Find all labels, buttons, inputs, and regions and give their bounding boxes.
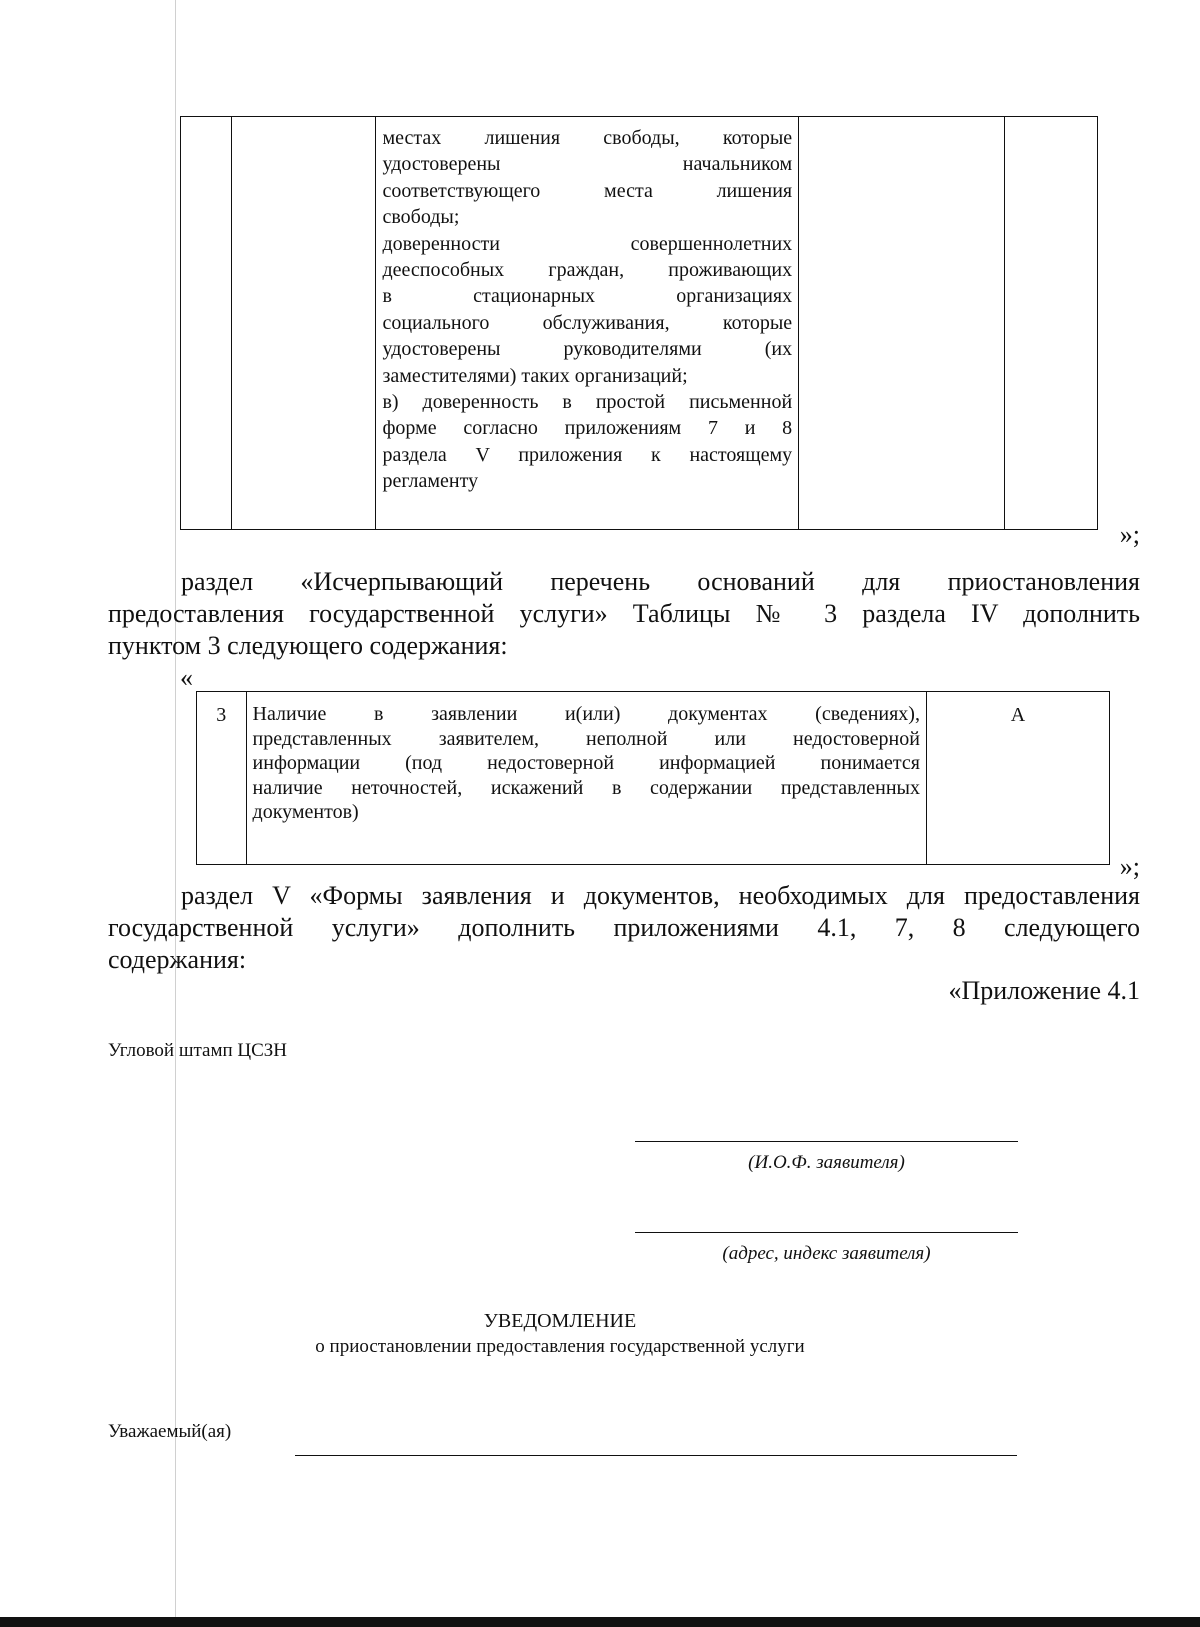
- table2-line: представленных заявителем, неполной или недостоверной: [252, 727, 920, 750]
- corner-stamp-label: Угловой штамп ЦСЗН: [108, 1040, 288, 1061]
- table2-line: документов): [252, 801, 359, 824]
- table1-line: удостоверены руководителями (их: [382, 338, 793, 361]
- notice-subtitle: о приостановлении предоставления государственной услуги: [315, 1336, 805, 1357]
- table1-cell-empty-5: [1004, 117, 1097, 530]
- paragraph-line: содержания:: [108, 945, 247, 974]
- table1-cell-description: [376, 117, 799, 530]
- table1-cell-empty-4: [799, 117, 1005, 530]
- table1-line: местах лишения свободы, которые: [382, 127, 793, 149]
- applicant-name-line: [635, 1141, 1018, 1142]
- table2-line: Наличие в заявлении и(или) документах (сведениях),: [252, 703, 920, 725]
- table2-line: информации (под недостоверной информацией понимается: [252, 752, 920, 775]
- table1-line: удостоверены начальником: [382, 153, 793, 176]
- suspension-grounds-table: [196, 691, 1110, 865]
- table1-line: в) доверенность в простой письменной: [382, 391, 793, 414]
- table1-cell-number: [181, 117, 232, 530]
- table1-line: раздела V приложения к настоящему: [382, 443, 793, 466]
- scan-bottom-edge: [0, 1617, 1200, 1627]
- paragraph-line: раздел «Исчерпывающий перечень оснований для приостановления: [181, 567, 1140, 596]
- paragraph-suspension-grounds: [108, 566, 1140, 662]
- applicant-address-caption: (адрес, индекс заявителя): [722, 1243, 931, 1264]
- appendix-title: «Приложение 4.1: [948, 976, 1140, 1005]
- paragraph-forms-section: [108, 880, 1140, 976]
- table1-line: регламенту: [382, 470, 479, 493]
- table1-line: социального обслуживания, которые: [382, 311, 793, 334]
- closing-quote: »;: [1119, 520, 1140, 549]
- notice-title: УВЕДОМЛЕНИЕ: [483, 1310, 637, 1332]
- paragraph-line: раздел V «Формы заявления и документов, необходимых для предоставления: [181, 881, 1140, 910]
- paragraph-line: пунктом 3 следующего содержания:: [108, 631, 508, 660]
- table1-line: соответствующего места лишения: [382, 179, 793, 202]
- paragraph-line: предоставления государственной услуги» Таблицы № 3 раздела IV дополнить: [108, 599, 1140, 628]
- table1-line: доверенности совершеннолетних: [382, 232, 793, 255]
- table2-code: А: [926, 692, 1109, 865]
- closing-quote: »;: [1119, 852, 1140, 881]
- table2-line: наличие неточностей, искажений в содержании представленных: [252, 776, 920, 799]
- table1-line: в стационарных организациях: [382, 285, 793, 308]
- applicant-address-line: [635, 1232, 1018, 1233]
- scan-margin-line: [175, 0, 176, 1627]
- opening-quote: «: [180, 663, 193, 692]
- table1-line: форме согласно приложениям 7 и 8: [382, 417, 793, 440]
- table1-line: свободы;: [382, 206, 460, 229]
- paragraph-line: государственной услуги» дополнить приложениями 4.1, 7, 8 следующего: [108, 913, 1140, 942]
- documents-table-continuation: [180, 116, 1098, 530]
- table1-line: дееспособных граждан, проживающих: [382, 259, 793, 282]
- salutation-label: Уважаемый(ая): [108, 1421, 232, 1442]
- table2-text: [246, 692, 926, 865]
- table2-number: 3: [197, 692, 247, 865]
- addressee-name-line: [295, 1455, 1017, 1456]
- table1-line: заместителями) таких организаций;: [382, 364, 688, 387]
- table1-cell-name: [232, 117, 376, 530]
- applicant-name-caption: (И.О.Ф. заявителя): [748, 1152, 905, 1173]
